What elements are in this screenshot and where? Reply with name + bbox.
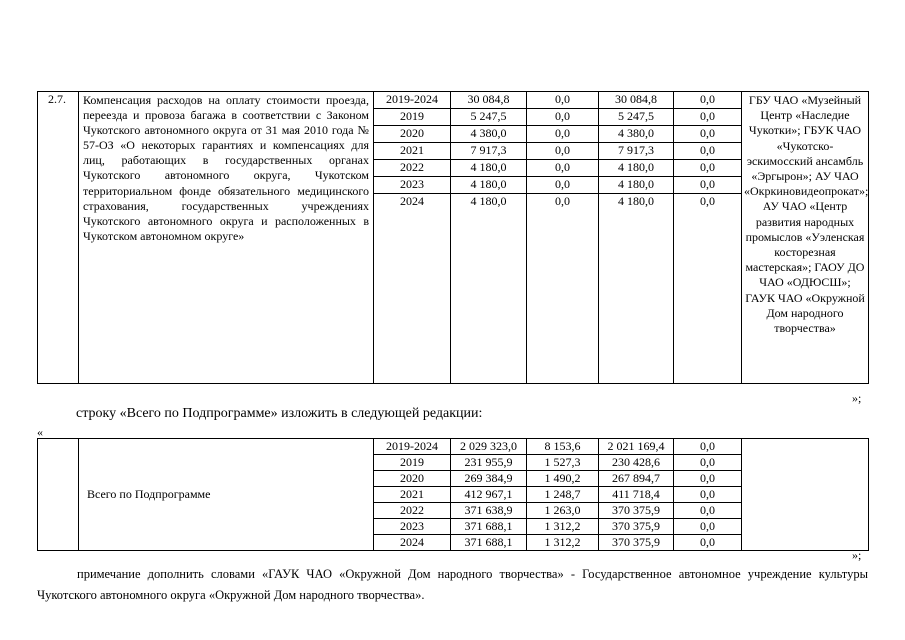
table-row — [38, 439, 869, 455]
cell-year: 2022 — [374, 160, 451, 177]
total-table — [37, 438, 869, 551]
cell-c1: 1 527,3 — [527, 455, 599, 471]
cell-total: 371 688,1 — [451, 535, 527, 551]
cell-c2: 230 428,6 — [599, 455, 674, 471]
cell-c2: 370 375,9 — [599, 503, 674, 519]
executing-organizations: ГБУ ЧАО «Музейный Центр «Наследие Чукотки»; ГБУК ЧАО «Чукотско-эскимосский ансамбль «Эргырон»; АУ ЧАО «Окркиновидеопрокат»; АУ ЧАО «Центр развития народных промыслов «Уэленская косторезная мастерская»; ГАОУ ДО ЧАО «ОДЮСШ»; ГАУК ЧАО «Окружной Дом народного творчества» — [742, 92, 869, 384]
cell-c3: 0,0 — [674, 439, 742, 455]
cell-c1: 0,0 — [527, 143, 599, 160]
cell-c1: 0,0 — [527, 160, 599, 177]
cell-c2: 267 894,7 — [599, 471, 674, 487]
note-text: примечание дополнить словами «ГАУК ЧАО «Окружной Дом народного творчества» - Государственное автономное учреждение культуры Чукотского автономного округа «Окружной Дом народного творчества». — [37, 567, 868, 602]
cell-total: 7 917,3 — [451, 143, 527, 160]
cell-total: 4 180,0 — [451, 160, 527, 177]
cell-year: 2020 — [374, 126, 451, 143]
cell-c2: 4 180,0 — [599, 177, 674, 194]
cell-c3: 0,0 — [674, 92, 742, 109]
cell-c3: 0,0 — [674, 143, 742, 160]
cell-c3: 0,0 — [674, 126, 742, 143]
cell-total: 30 084,8 — [451, 92, 527, 109]
cell-c3: 0,0 — [674, 455, 742, 471]
cell-c3: 0,0 — [674, 503, 742, 519]
total-label: Всего по Подпрограмме — [79, 439, 374, 551]
cell-c3: 0,0 — [674, 471, 742, 487]
cell-c3: 0,0 — [674, 194, 742, 384]
cell-c2: 4 180,0 — [599, 194, 674, 384]
cell-c3: 0,0 — [674, 177, 742, 194]
empty-number-cell — [38, 439, 79, 551]
measure-table — [37, 91, 869, 384]
instruction-text: строку «Всего по Подпрограмме» изложить в следующей редакции: — [76, 406, 483, 421]
cell-c1: 0,0 — [527, 194, 599, 384]
cell-c1: 0,0 — [527, 126, 599, 143]
cell-total: 269 384,9 — [451, 471, 527, 487]
cell-c3: 0,0 — [674, 519, 742, 535]
cell-c1: 1 312,2 — [527, 519, 599, 535]
cell-c1: 0,0 — [527, 109, 599, 126]
cell-c1: 0,0 — [527, 177, 599, 194]
cell-year: 2019-2024 — [374, 92, 451, 109]
cell-c3: 0,0 — [674, 160, 742, 177]
row-number: 2.7. — [38, 92, 79, 384]
cell-c2: 5 247,5 — [599, 109, 674, 126]
cell-c1: 1 490,2 — [527, 471, 599, 487]
cell-year: 2021 — [374, 487, 451, 503]
empty-org-cell — [742, 439, 869, 551]
cell-year: 2019 — [374, 455, 451, 471]
cell-year: 2023 — [374, 519, 451, 535]
cell-c3: 0,0 — [674, 487, 742, 503]
table-row — [38, 92, 869, 109]
cell-year: 2021 — [374, 143, 451, 160]
cell-c3: 0,0 — [674, 535, 742, 551]
cell-c2: 30 084,8 — [599, 92, 674, 109]
cell-year: 2022 — [374, 503, 451, 519]
cell-c1: 1 248,7 — [527, 487, 599, 503]
cell-year: 2023 — [374, 177, 451, 194]
cell-total: 371 688,1 — [451, 519, 527, 535]
cell-total: 4 180,0 — [451, 194, 527, 384]
cell-year: 2019-2024 — [374, 439, 451, 455]
cell-total: 2 029 323,0 — [451, 439, 527, 455]
cell-total: 4 180,0 — [451, 177, 527, 194]
cell-c1: 1 263,0 — [527, 503, 599, 519]
cell-total: 231 955,9 — [451, 455, 527, 471]
cell-c1: 1 312,2 — [527, 535, 599, 551]
closing-mark: »; — [852, 391, 862, 405]
cell-c2: 370 375,9 — [599, 535, 674, 551]
cell-c3: 0,0 — [674, 109, 742, 126]
cell-total: 5 247,5 — [451, 109, 527, 126]
cell-total: 412 967,1 — [451, 487, 527, 503]
cell-year: 2024 — [374, 535, 451, 551]
cell-total: 4 380,0 — [451, 126, 527, 143]
cell-year: 2024 — [374, 194, 451, 384]
cell-year: 2020 — [374, 471, 451, 487]
cell-total: 371 638,9 — [451, 503, 527, 519]
cell-year: 2019 — [374, 109, 451, 126]
closing-mark: »; — [852, 548, 862, 562]
cell-c1: 8 153,6 — [527, 439, 599, 455]
cell-c2: 411 718,4 — [599, 487, 674, 503]
cell-c2: 370 375,9 — [599, 519, 674, 535]
opening-quote: « — [37, 425, 43, 439]
cell-c2: 7 917,3 — [599, 143, 674, 160]
cell-c2: 4 180,0 — [599, 160, 674, 177]
cell-c2: 4 380,0 — [599, 126, 674, 143]
cell-c1: 0,0 — [527, 92, 599, 109]
measure-description: Компенсация расходов на оплату стоимости проезда, переезда и провоза багажа в соответствии с Законом Чукотского автономного округа от 31 мая 2010 года № 57-ОЗ «О некоторых гарантиях и компенсациях для лиц, работающих в государственных органах Чукотского автономного округа, Чукотском территориальном фонде обязательного медицинского страхования, государственных учреждениях Чукотского автономного округа и расположенных в Чукотском автономном округе» — [79, 92, 374, 384]
cell-c2: 2 021 169,4 — [599, 439, 674, 455]
